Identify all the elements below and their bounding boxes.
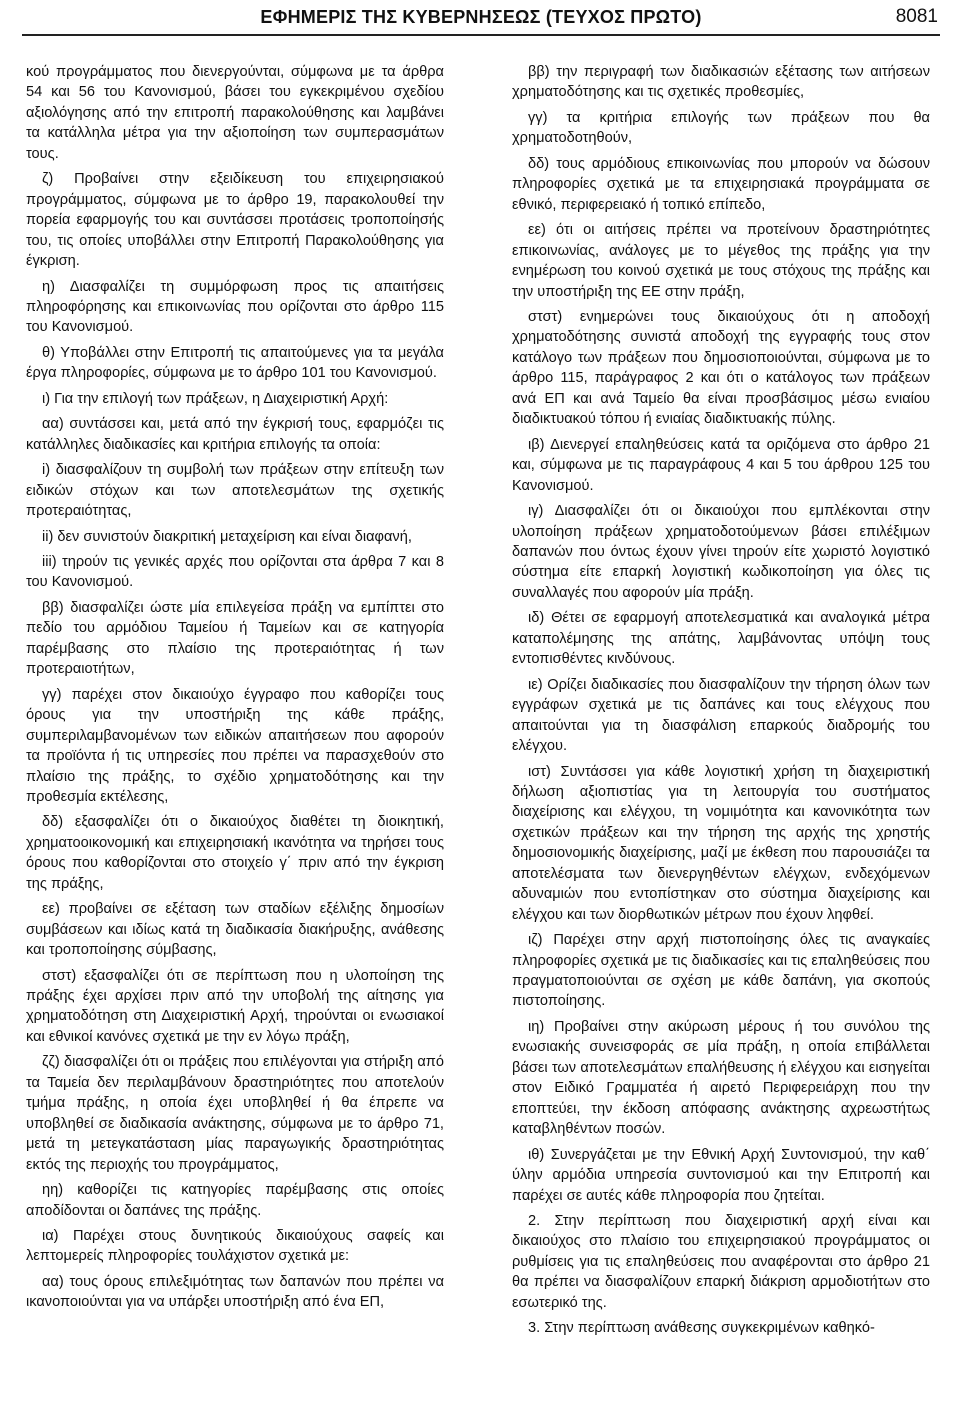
gazette-title: ΕΦΗΜΕΡΙΣ ΤΗΣ ΚΥΒΕΡΝΗΣΕΩΣ (ΤΕΥΧΟΣ ΠΡΩΤΟ) — [260, 6, 702, 27]
paragraph: κού προγράμματος που διενεργούνται, σύμφωνα με τα άρθρα 54 και 56 του Κανονισμού, βάσει του εγκεκριμένου σχεδίου αξιολόγησης από την επιτροπή παρακολούθησης και λαμβάνει τα κατάλληλα μέτρα για την αξιοποίηση των συμπερασμάτων τους. — [26, 64, 444, 162]
paragraph: ii) δεν συνιστούν διακριτική μεταχείριση και είναι διαφανή, — [42, 528, 412, 545]
paragraph: 2. Στην περίπτωση που διαχειριστική αρχή είναι και δικαιούχος στο πλαίσιο του επιχειρησιακού προγράμματος οι ρυθμίσεις για τις επαληθεύσεις που αναφέρονται στο άρθρο 21 θα πρέπει να διασφαλίζουν επαρκή διάκριση αρμοδιοτήτων στο εσωτερικό της. — [512, 1213, 930, 1311]
paragraph: αα) τους όρους επιλεξιμότητας των δαπανών που πρέπει να ικανοποιούνται για να υπάρξει υποστήριξη από ένα ΕΠ, — [26, 1273, 444, 1311]
paragraph: ββ) την περιγραφή των διαδικασιών εξέτασης των αιτήσεων χρηματοδότησης και τις σχετικές προθεσμίες, — [512, 64, 930, 101]
paragraph: ιζ) Παρέχει στην αρχή πιστοποίησης όλες τις αναγκαίες πληροφορίες σχετικά με τις διαδικασίες και τις επαληθεύσεις που πραγματοποιούνται σε σχέση με κάθε δαπάνη, για σκοπούς πιστοποίησης. — [512, 932, 930, 1010]
paragraph: αα) συντάσσει και, μετά από την έγκρισή τους, εφαρμόζει τις κατάλληλες διαδικασίες και κριτήρια επιλογής τα οποία: — [26, 416, 444, 453]
paragraph: iii) τηρούν τις γενικές αρχές που ορίζονται στα άρθρα 7 και 8 του Κανονισμού. — [26, 553, 444, 591]
paragraph: i) διασφαλίζουν τη συμβολή των πράξεων στην επίτευξη των ειδικών στόχων και των αποτελεσμάτων της σχετικής προτεραιότητας, — [26, 462, 444, 520]
right-column — [512, 62, 930, 1344]
paragraph: στστ) εξασφαλίζει ότι σε περίπτωση που η υλοποίηση της πράξης έχει αρχίσει πριν από την υποβολή της αίτησης για χρηματοδότηση στη Διαχειριστική Αρχή, τηρούνται οι ενωσιακοί και εθνικοί κανόνες σχετικά με την εν λόγω πράξη, — [26, 967, 444, 1045]
paragraph: ι) Για την επιλογή των πράξεων, η Διαχειριστική Αρχή: — [42, 390, 389, 407]
paragraph: θ) Υποβάλλει στην Επιτροπή τις απαιτούμενες για τα μεγάλα έργα πληροφορίες, σύμφωνα με το άρθρο 101 του Κανονισμού. — [26, 344, 444, 382]
paragraph: δδ) τους αρμόδιους επικοινωνίας που μπορούν να δώσουν πληροφορίες σχετικά με τα επιχειρησιακά προγράμματα σε εθνικό, περιφερειακό ή τοπικό επίπεδο, — [512, 155, 930, 213]
paragraph: ιη) Προβαίνει στην ακύρωση μέρους ή του συνόλου της ενωσιακής συνεισφοράς σε μία πράξη, η οποία επιβάλλεται βάσει των αποτελεσμάτων επαλήθευσης ή ελέγχου και εισηγείται στον Ειδικό Γραμματέα ή αιρετό Περιφερειάρχη που την εποπτεύει, την έκδοση απόφασης ανάκτησης αχρεωστήτως καταβληθέντων ποσών. — [512, 1018, 930, 1138]
paragraph: ια) Παρέχει στους δυνητικούς δικαιούχους σαφείς και λεπτομερείς πληροφορίες τουλάχιστον σχετικά με: — [26, 1228, 444, 1265]
page-header — [22, 0, 940, 36]
paragraph: 3. Στην περίπτωση ανάθεσης συγκεκριμένων καθηκό- — [528, 1320, 875, 1337]
paragraph: ββ) διασφαλίζει ώστε μία επιλεγείσα πράξη να εμπίπτει στο πεδίο του αρμόδιου Ταμείου ή Ταμείων και σε κατηγορία παρέμβασης στο πλαίσιο της προτεραιότητας ή των προτεραιοτήτων, — [26, 599, 444, 678]
paragraph: ζζ) διασφαλίζει ότι οι πράξεις που επιλέγονται για στήριξη από τα Ταμεία δεν περιλαμβάνουν δραστηριότητες που αποτελούν τμήμα πράξης, η οποία έχει υποβληθεί ή θα έπρεπε να υποβληθεί σε διαδικασία ανάκτησης, σύμφωνα με το άρθρο 71, μετά τη μετεγκατάσταση μίας παραγωγικής δραστηριότητας εκτός της περιοχής του προγράμματος, — [26, 1054, 444, 1173]
paragraph: ιγ) Διασφαλίζει ότι οι δικαιούχοι που εμπλέκονται στην υλοποίηση πράξεων χρηματοδοτούμενων βάσει επιλέξιμων δαπανών που όντως έχουν γίνει τηρούν είτε χωριστό λογιστικό σύστημα είτε επαρκή λογιστική κωδικοποίηση για όλες τις συναλλαγές που αφορούν μία πράξη. — [512, 503, 930, 601]
paragraph: ιθ) Συνεργάζεται με την Εθνική Αρχή Συντονισμού, την καθ΄ ύλην αρμόδια υπηρεσία συντονισμού και την Επιτροπή και παρέχει σε αυτές κάθε πληροφορία που ζητείται. — [512, 1146, 930, 1204]
page-number: 8081 — [895, 6, 938, 27]
paragraph: η) Διασφαλίζει τη συμμόρφωση προς τις απαιτήσεις πληροφόρησης και επικοινωνίας που ορίζονται στο άρθρο 115 του Κανονισμού. — [26, 278, 444, 336]
paragraph: ιε) Ορίζει διαδικασίες που διασφαλίζουν την τήρηση όλων των εγγράφων σχετικά με τις δαπάνες και τους ελέγχους που απαιτούνται για τη διασφάλιση επαρκούς διαδρομής του ελέγχου. — [512, 676, 930, 755]
paragraph: ηη) καθορίζει τις κατηγορίες παρέμβασης στις οποίες αποδίδονται οι δαπάνες της πράξης. — [26, 1182, 444, 1219]
paragraph: στστ) ενημερώνει τους δικαιούχους ότι η αποδοχή χρηματοδότησης συνιστά αποδοχή της εγγραφής τους στον κατάλογο των πράξεων που δημοσιοποιούνται, σύμφωνα με το άρθρο 115, παράγραφος 2 και ότι ο κατάλογος των πράξεων ανά ΕΠ και ανά Ταμείο θα είναι προσβάσιμος μέσω ενιαίου διαδικτυακού τόπου ή ενιαίας διαδικτυακής πύλης. — [512, 308, 930, 428]
paragraph: ιδ) Θέτει σε εφαρμογή αποτελεσματικά και αναλογικά μέτρα καταπολέμησης της απάτης, λαμβάνοντας υπόψη τους εντοπισθέντες κινδύνους. — [512, 610, 930, 668]
paragraph: εε) προβαίνει σε εξέταση των σταδίων εξέλιξης δημοσίων συμβάσεων και ιδίως κατά τη διαδικασία διακήρυξης, ανάθεσης και τροποποίησης σύμβασης, — [26, 901, 444, 959]
paragraph: γγ) τα κριτήρια επιλογής των πράξεων που θα χρηματοδοτηθούν, — [512, 109, 930, 147]
paragraph: ιβ) Διενεργεί επαληθεύσεις κατά τα οριζόμενα στο άρθρο 21 και, σύμφωνα με τις παραγράφους 4 και 5 του άρθρου 125 του Κανονισμού. — [512, 436, 930, 494]
paragraph: ζ) Προβαίνει στην εξειδίκευση του επιχειρησιακού προγράμματος, σύμφωνα με το άρθρο 19, παρακολουθεί την πορεία εφαρμογής του και συντάσσει προτάσεις τροποποίησής του, τις οποίες υποβάλλει στην Επιτροπή Παρακολούθησης για έγκριση. — [26, 171, 444, 270]
paragraph: ιστ) Συντάσσει για κάθε λογιστική χρήση τη διαχειριστική δήλωση αξιοπιστίας για τη λειτουργία του συστήματος διαχείρισης και ελέγχου, τη νομιμότητα και κανονικότητα των σχετικών πράξεων και την τήρηση της αρχής της χρηστής δημοσιονομικής διαχείρισης, μαζί με έκθεση που παρουσιάζει τα αποτελέσματα των διενεργηθέντων ελέγχων, ενδεχόμενων αδυναμιών που εντοπίστηκαν στο σύστημα διαχείρισης και ελέγχου και των διορθωτικών μέτρων που έχουν ληφθεί. — [512, 763, 930, 923]
left-column — [26, 62, 444, 1318]
paragraph: γγ) παρέχει στον δικαιούχο έγγραφο που καθορίζει τους όρους για την υποστήριξη της κάθε πράξης, συμπεριλαμβανομένων των ειδικών απαιτήσεων που αφορούν τα προϊόντα ή τις υπηρεσίες που πρέπει να παρασχεθούν στο πλαίσιο της πράξης, το σχέδιο χρηματοδότησης και την προθεσμία εκτέλεσης, — [26, 686, 444, 805]
paragraph: εε) ότι οι αιτήσεις πρέπει να προτείνουν δραστηριότητες επικοινωνίας, ανάλογες με το μέγεθος της πράξης για την ενημέρωση του κοινού σχετικά με τους στόχους της πράξης και την υποστήριξη της ΕΕ στην πράξη, — [512, 222, 930, 300]
paragraph: δδ) εξασφαλίζει ότι ο δικαιούχος διαθέτει τη διοικητική, χρηματοοικονομική και επιχειρησιακή ικανότητα να τηρήσει τους όρους που καθορίζονται στο στοιχείο γ΄ πριν από την έγκριση της πράξης, — [26, 814, 444, 892]
